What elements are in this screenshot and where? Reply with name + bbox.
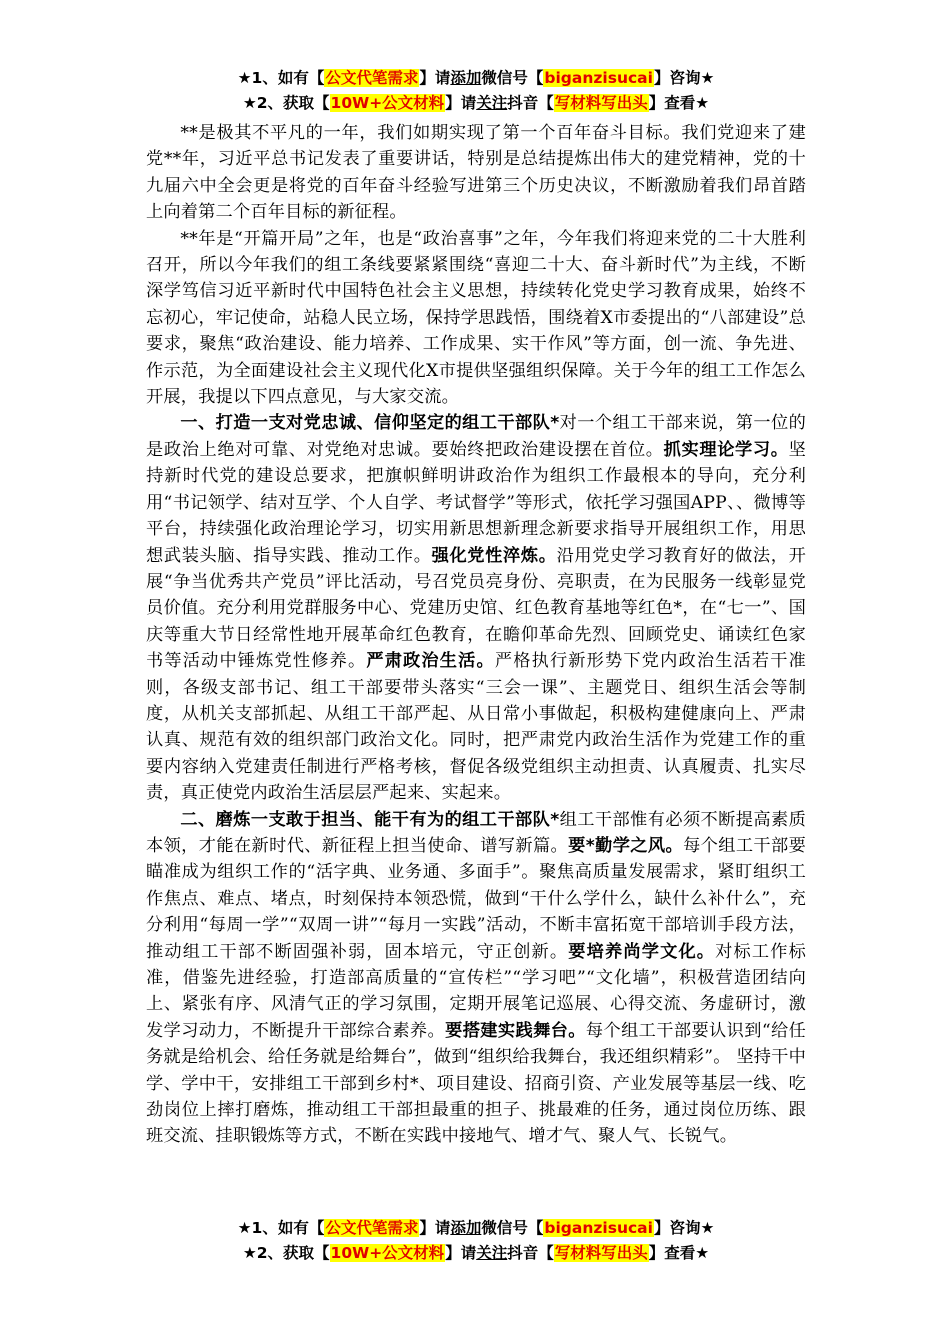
- paragraph-4: 二、磨炼一支敢于担当、能干有为的组工干部队*组工干部惟有必须不断提高素质本领，才能在新时代、新征程上担当使命、谱写新篇。要*勤学之风。每个组工干部要瞄准成为组织工作的“活字典、业务通、多面手”。聚焦高质量发展需求，紧盯组织工作焦点、难点、堵点，时刻保持本领恐慌，做到“干什么学什么，缺什么补什么”，充分利用“每周一学”“双周一讲”“每月一实践”活动，不断丰富拓宽干部培训手段方法，推动组工干部不断固强补弱，固本培元，守正创新。要培养尚学文化。对标工作标准，借鉴先进经验，打造部高质量的“宣传栏”“学习吧”“文化墙”，积极营造团结向上、紧张有序、风清气正的学习氛围，定期开展笔记巡展、心得交流、务虚研讨，激发学习动力，不断提升干部综合素养。要搭建实践舞台。每个组工干部要认识到“给任务就是给机会、给任务就是给舞台”，做到“组织给我舞台，我还组织精彩”。 坚持干中学、学中干，安排组工干部到乡村*、项目建设、招商引资、产业发展等基层一线、吃劲岗位上摔打磨炼，推动组工干部担最重的担子、挑最难的任务，通过岗位历练、跟班交流、挂职锻炼等方式，不断在实践中接地气、增才气、聚人气、长锐气。: [146, 809, 807, 1147]
- subheading: 要搭建实践舞台。: [445, 1020, 586, 1041]
- section-heading-2: 二、磨炼一支敢于担当、能干有为的组工干部队*: [180, 809, 560, 830]
- banner-line-1: ★1、如有【公文代笔需求】请添加微信号【biganzisucai】咨询★: [237, 69, 715, 87]
- subheading: 严肃政治生活。: [366, 651, 495, 672]
- subheading: 抓实理论学习。: [663, 439, 789, 460]
- subheading: 要培养尚学文化。: [568, 941, 716, 962]
- paragraph-2: **年是“开篇开局”之年，也是“政治喜事”之年，今年我们将迎来党的二十大胜利召开，所以今年我们的组工条线要紧紧围绕“喜迎二十大、奋斗新时代”为主线，不断深学笃信习近平新时代中国特色社会主义思想，持续转化党史学习教育成果，始终不忘初心，牢记使命，站稳人民立场，保持学思践悟，围绕着X市委提出的“八部建设”总要求，聚焦“政治建设、能力培养、工作成果、实干作风”等方面，创一流、争先进、作示范，为全面建设社会主义现代化X市提供坚强组织保障。关于今年的组工工作怎么开展，我提以下四点意见，与大家交流。: [146, 228, 806, 408]
- highlight-douyin: 写材料写出头: [554, 94, 648, 112]
- section-heading-1: 一、打造一支对党忠诚、信仰坚定的组工干部队*: [180, 413, 560, 434]
- document-page: [146, 66, 806, 1150]
- document-body: [146, 120, 806, 1150]
- highlight-service: 公文代笔需求: [325, 69, 419, 87]
- paragraph-3: 一、打造一支对党忠诚、信仰坚定的组工干部队*对一个组工干部来说，第一位的是政治上绝对可靠、对党绝对忠诚。要始终把政治建设摆在首位。抓实理论学习。坚持新时代党的建设总要求，把旗帜鲜明讲政治作为组织工作最根本的导向，充分利用“书记领学、结对互学、个人自学、考试督学”等形式，依托学习强国APP、、微博等平台，持续强化政治理论学习，切实用新思想新理念新要求指导开展组织工作，用思想武装头脑、指导实践、推动工作。强化党性淬炼。沿用党史学习教育好的做法，开展“争当优秀共产党员”评比活动，号召党员亮身份、亮职责，在为民服务一线彰显党员价值。充分利用党群服务中心、党建历史馆、红色教育基地等红色*，在“七一”、国庆等重大节日经常性地开展革命红色教育，在瞻仰革命先烈、回顾党史、诵读红色家书等活动中锤炼党性修养。严肃政治生活。严格执行新形势下党内政治生活若干准则，各级支部书记、组工干部要带头落实“三会一课”、主题党日、组织生活会等制度，从机关支部抓起、从组工干部严起、从日常小事做起，积极构建健康向上、严肃认真、规范有效的组织部门政治文化。同时，把严肃党内政治生活作为党建工作的重要内容纳入党建责任制进行严格考核，督促各级党组织主动担责、认真履责、扎实尽责，真正使党内政治生活层层严起来、实起来。: [146, 413, 807, 804]
- paragraph-1: **是极其不平凡的一年，我们如期实现了第一个百年奋斗目标。我们党迎来了建党**年，习近平总书记发表了重要讲话，特别是总结提炼出伟大的建党精神，党的十九届六中全会更是将党的百年奋斗经验写进第三个历史决议，不断激励着我们昂首踏上向着第二个百年目标的新征程。: [146, 123, 806, 223]
- footer-line-1: ★1、如有【公文代笔需求】请添加微信号【biganzisucai】咨询★: [237, 1219, 715, 1237]
- highlight-wechat-id: biganzisucai: [544, 69, 653, 87]
- footer-banner: [146, 1216, 806, 1266]
- subheading: 要*勤学之风。: [568, 835, 684, 856]
- banner-line-2: ★2、获取【10W+公文材料】请关注抖音【写材料写出头】查看★: [242, 94, 710, 112]
- header-banner: [146, 66, 806, 116]
- subheading: 强化党性淬炼。: [431, 545, 557, 566]
- highlight-materials: 10W+公文材料: [330, 94, 445, 112]
- footer-line-2: ★2、获取【10W+公文材料】请关注抖音【写材料写出头】查看★: [242, 1244, 710, 1262]
